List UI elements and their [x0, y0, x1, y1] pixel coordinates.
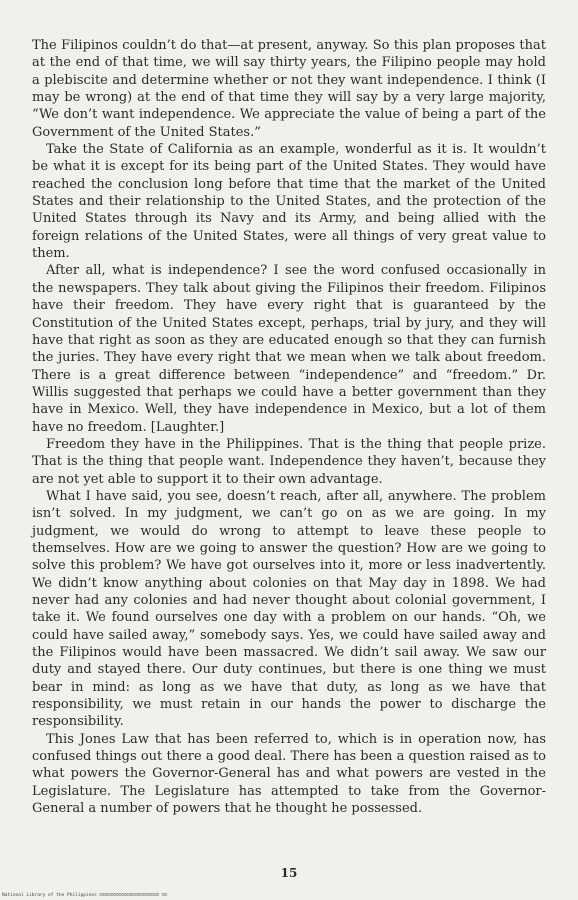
- paragraph-4: Freedom they have in the Philippines. That is the thing that people prize. That is the thing that people want. Independence they haven’t, because they are not yet able to support it to their own advantage.: [32, 436, 546, 487]
- page-number: 15: [280, 866, 298, 880]
- paragraph-1: The Filipinos couldn’t do that—at present, anyway. So this plan proposes that at the end of that time, we will say thirty years, the Filipino people may hold a plebiscite and determine whether or not they want independence. I think (I may be wrong) at the end of that time they will say by a very large majority, “We don’t want independence. We appreciate the value of being a part of the Government of the United States.”: [32, 38, 546, 140]
- paragraph-6: This Jones Law that has been referred to, which is in operation now, has confused things out there a good deal. There has been a question raised as to what powers the Governor-General has and what powers are vested in the Legislature. The Legislature has attempted to take from the Governor-General a number of powers that he thought he possessed.: [32, 731, 546, 817]
- library-watermark: National Library of the Philippines ©©©©©©©©©©©©©©©©©©©©©© ©©: [2, 893, 168, 898]
- paragraph-2: Take the State of California as an example, wonderful as it is. It wouldn’t be what it is except for its being part of the United States. They would have reached the conclusion long before that time that the market of the United States and their relationship to the United States, and the protection of the United States through its Navy and its Army, and being allied with the foreign relations of the United States, were all things of very great value to them.: [32, 142, 546, 262]
- paragraph-3: After all, what is independence? I see the word confused occasionally in the newspapers. They talk about giving the Filipinos their freedom. Filipinos have their freedom. They have every right that is guaranteed by the Constitution of the United States except, perhaps, trial by jury, and they will have that right as soon as they are educated enough so that they can furnish the juries. They have every right that we mean when we talk about freedom. There is a great difference between “independence” and “freedom.” Dr. Willis suggested that perhaps we could have a better government than they have in Mexico. Well, they have independence in Mexico, but a lot of them have no freedom. [Laughter.]: [32, 263, 546, 435]
- paragraph-5: What I have said, you see, doesn’t reach, after all, anywhere. The problem isn’t solved. In my judgment, we can’t go on as we are going. In my judgment, we would do wrong to attempt to leave these people to themselves. How are we going to answer the question? How are we going to solve this problem? We have got ourselves into it, more or less inadvertently. We didn’t know anything about colonies on that May day in 1898. We had never had any colonies and had never thought about colonial government, I take it. We found ourselves one day with a problem on our hands. “Oh, we could have sailed away,” somebody says. Yes, we could have sailed away and the Filipinos would have been massacred. We didn’t sail away. We saw our duty and stayed there. Our duty continues, but there is one thing we must bear in mind: as long as we have that duty, as long as we have that responsibility, we must retain in our hands the power to discharge the responsibility.: [32, 488, 546, 730]
- body-text: [32, 37, 546, 817]
